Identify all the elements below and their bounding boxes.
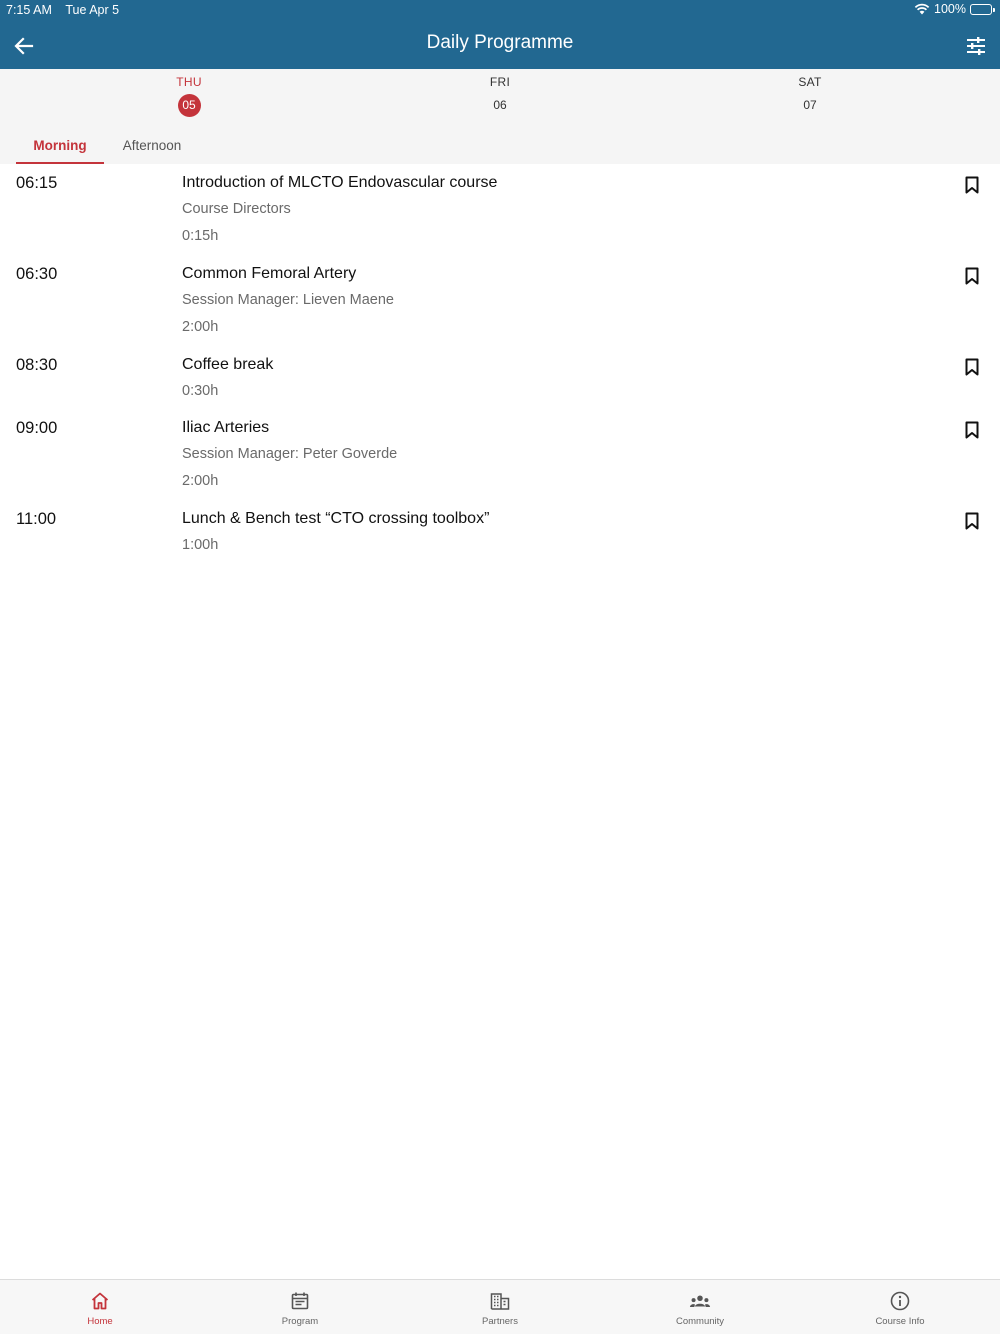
day-number: 06 (493, 98, 507, 112)
session-time: 11:00 (16, 510, 57, 528)
top-header (0, 0, 1000, 69)
people-icon (689, 1290, 711, 1312)
session-item[interactable] (0, 164, 1000, 255)
nav-bar (0, 20, 1000, 69)
day-name: FRI (489, 75, 511, 89)
bookmark-button[interactable] (962, 419, 982, 441)
bottom-tab-bar (0, 1279, 1000, 1334)
tab-label: Partners (482, 1316, 518, 1327)
day-name: THU (176, 75, 202, 89)
bookmark-button[interactable] (962, 510, 982, 532)
page-title: Daily Programme (426, 32, 574, 53)
day-number: 05 (178, 94, 201, 117)
day-sat[interactable] (770, 75, 850, 117)
tab-home[interactable] (0, 1280, 200, 1334)
info-icon (889, 1290, 911, 1312)
session-title: Coffee break (182, 356, 274, 373)
session-subtitle: Session Manager: Peter Goverde (182, 446, 398, 462)
session-duration: 0:15h (182, 228, 219, 244)
session-item[interactable] (0, 409, 1000, 500)
session-title: Common Femoral Artery (182, 265, 357, 282)
tab-morning[interactable]: Morning (16, 138, 104, 164)
tab-label: Home (87, 1316, 113, 1327)
day-thu[interactable] (149, 75, 229, 117)
session-duration: 2:00h (182, 319, 219, 335)
session-item[interactable] (0, 255, 1000, 346)
session-time: 08:30 (16, 356, 58, 374)
session-subtitle: Session Manager: Lieven Maene (182, 292, 394, 308)
tab-community[interactable] (600, 1280, 800, 1334)
session-duration: 0:30h (182, 383, 219, 399)
tab-label: Program (281, 1316, 319, 1327)
session-list (0, 164, 1000, 563)
tab-partners[interactable] (400, 1280, 600, 1334)
day-number: 07 (803, 98, 817, 112)
sliders-icon (966, 37, 986, 55)
battery-percent: 100% (934, 2, 966, 16)
home-icon (89, 1290, 111, 1312)
battery-icon (970, 4, 992, 15)
bookmark-button[interactable] (962, 174, 982, 196)
session-time: 09:00 (16, 419, 58, 437)
bookmark-button[interactable] (962, 265, 982, 287)
status-time: 7:15 AM (6, 3, 52, 17)
tab-course-info[interactable] (800, 1280, 1000, 1334)
tab-afternoon[interactable]: Afternoon (122, 138, 182, 153)
filter-button[interactable] (962, 32, 990, 60)
calendar-icon (289, 1290, 311, 1312)
tab-label: Community (675, 1316, 725, 1327)
bookmark-icon (965, 421, 979, 439)
session-title: Introduction of MLCTO Endovascular course (182, 174, 498, 191)
session-duration: 1:00h (182, 537, 219, 553)
period-tabs (0, 124, 1000, 164)
session-time: 06:15 (16, 174, 58, 192)
day-fri[interactable] (460, 75, 540, 117)
session-title: Iliac Arteries (182, 419, 270, 436)
status-bar (0, 0, 1000, 20)
session-duration: 2:00h (182, 473, 219, 489)
building-icon (489, 1290, 511, 1312)
day-selector (0, 69, 1000, 124)
bookmark-icon (965, 267, 979, 285)
bookmark-button[interactable] (962, 356, 982, 378)
session-item[interactable] (0, 500, 1000, 563)
wifi-icon (914, 3, 930, 15)
bookmark-icon (965, 512, 979, 530)
session-time: 06:30 (16, 265, 58, 283)
session-subtitle: Course Directors (182, 201, 291, 217)
day-name: SAT (798, 75, 822, 89)
status-date: Tue Apr 5 (65, 3, 120, 17)
session-title: Lunch & Bench test “CTO crossing toolbox” (182, 510, 490, 527)
session-item[interactable] (0, 346, 1000, 409)
bookmark-icon (965, 358, 979, 376)
tab-label: Course Info (875, 1316, 925, 1327)
bookmark-icon (965, 176, 979, 194)
tab-program[interactable] (200, 1280, 400, 1334)
